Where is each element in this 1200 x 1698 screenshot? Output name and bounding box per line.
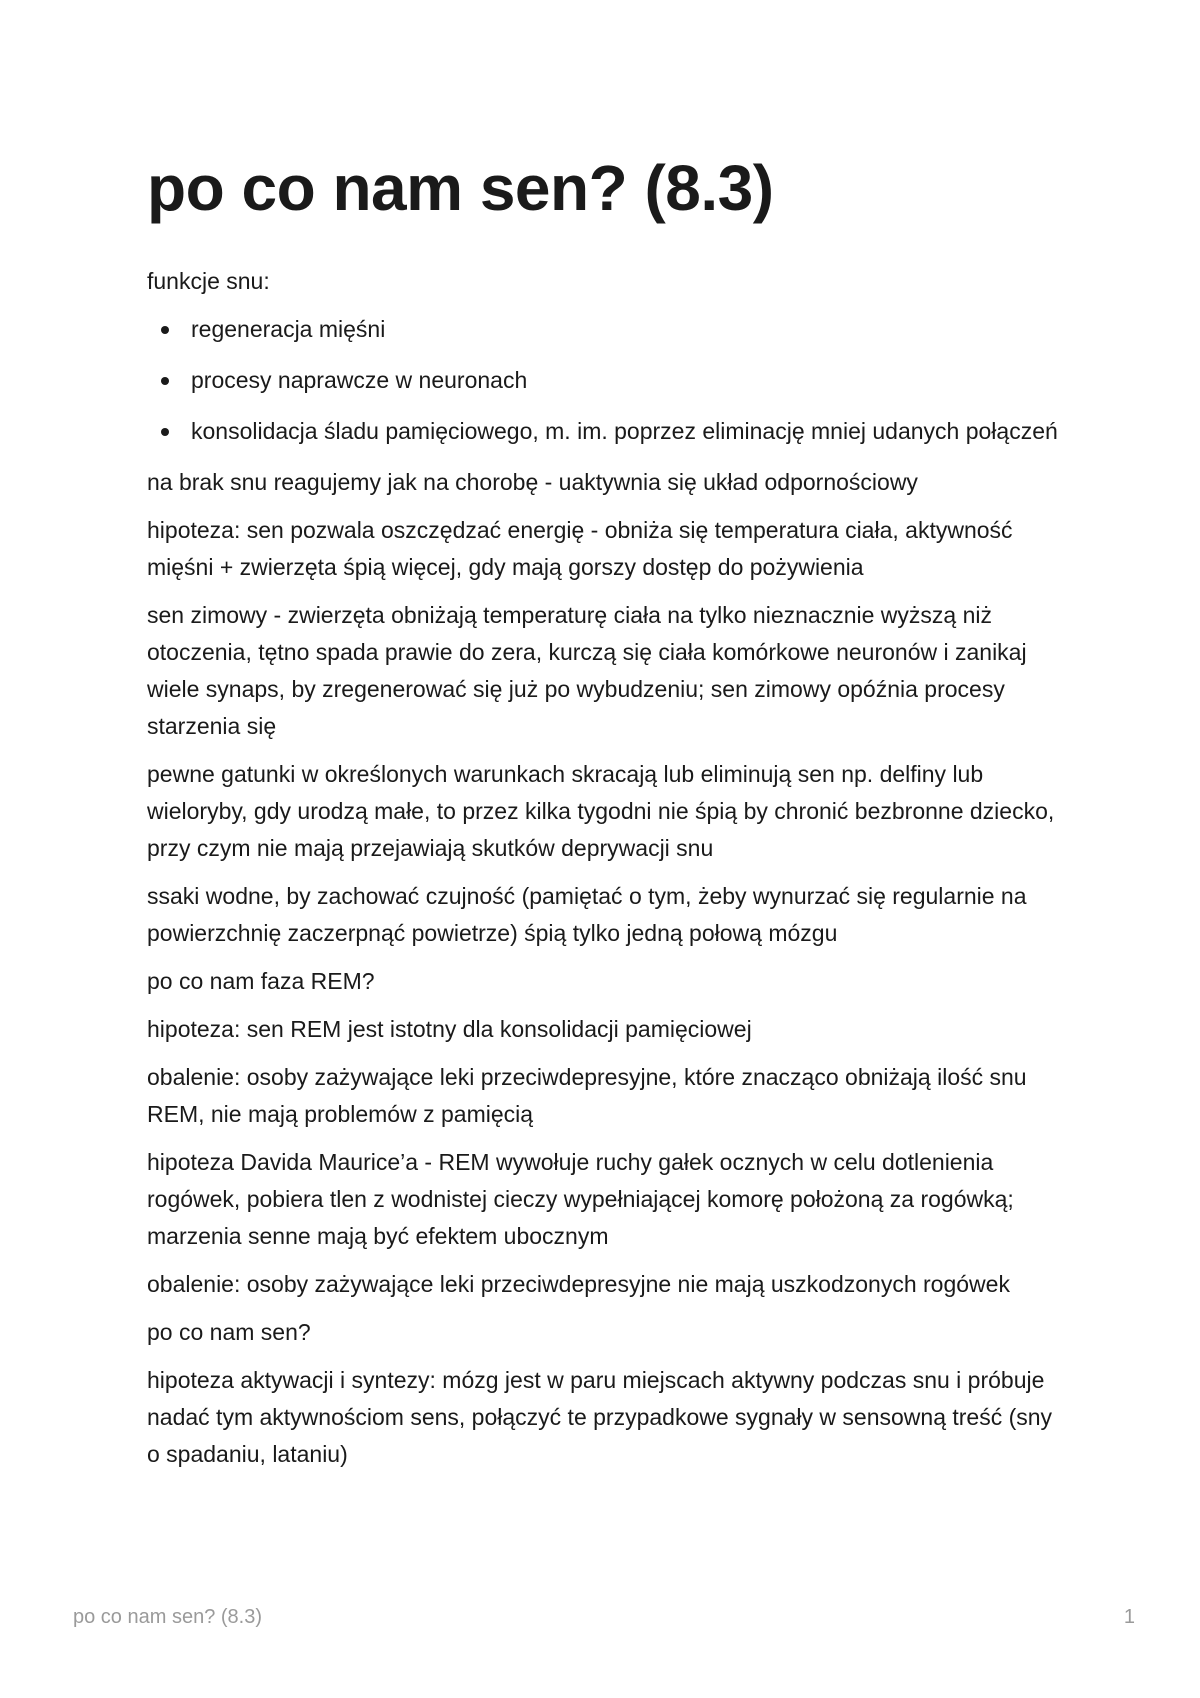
- sleep-functions-list: [147, 311, 1067, 450]
- paragraph: ssaki wodne, by zachować czujność (pamiętać o tym, żeby wynurzać się regularnie na powierzchnię zaczerpnąć powietrze) śpią tylko jedną połową mózgu: [147, 883, 1027, 946]
- intro-text: funkcje snu:: [147, 268, 270, 294]
- list-item: [191, 311, 1067, 348]
- paragraph: hipoteza Davida Maurice’a - REM wywołuje ruchy gałek ocznych w celu dotlenienia rogówek, pobiera tlen z wodnistej cieczy wypełniającej komorę położoną za rogówką; marzenia senne mają być efektem ubocznym: [147, 1149, 1014, 1249]
- list-item: [191, 413, 1067, 450]
- list-item-text: regeneracja mięśni: [191, 316, 386, 342]
- page-title: po co nam sen? (8.3): [147, 152, 774, 224]
- paragraph: hipoteza: sen pozwala oszczędzać energię - obniża się temperatura ciała, aktywność mięśni + zwierzęta śpią więcej, gdy mają gorszy dostęp do pożywienia: [147, 517, 1013, 580]
- bullet-icon: [161, 377, 169, 385]
- paragraph: hipoteza aktywacji i syntezy: mózg jest w paru miejscach aktywny podczas snu i próbuje nadać tym aktywnościom sens, połączyć te przypadkowe sygnały w sensowną treść (sny o spadaniu, lataniu): [147, 1367, 1053, 1467]
- bullet-icon: [161, 428, 169, 436]
- list-item: [191, 362, 1067, 399]
- document-body: [147, 263, 1067, 1484]
- paragraph: na brak snu reagujemy jak na chorobę - uaktywnia się układ odpornościowy: [147, 469, 918, 495]
- paragraph: obalenie: osoby zażywające leki przeciwdepresyjne, które znacząco obniżają ilość snu REM, nie mają problemów z pamięcią: [147, 1064, 1027, 1127]
- paragraph: po co nam sen?: [147, 1319, 311, 1345]
- list-item-text: procesy naprawcze w neuronach: [191, 367, 528, 393]
- footer-title: po co nam sen? (8.3): [73, 1606, 262, 1628]
- paragraph: po co nam faza REM?: [147, 968, 375, 994]
- list-item-text: konsolidacja śladu pamięciowego, m. im. poprzez eliminację mniej udanych połączeń: [191, 418, 1058, 444]
- paragraph: pewne gatunki w określonych warunkach skracają lub eliminują sen np. delfiny lub wieloryby, gdy urodzą małe, to przez kilka tygodni nie śpią by chronić bezbronne dziecko, przy czym nie mają przejawiają skutków deprywacji snu: [147, 761, 1055, 861]
- paragraph: sen zimowy - zwierzęta obniżają temperaturę ciała na tylko nieznacznie wyższą niż otoczenia, tętno spada prawie do zera, kurczą się ciała komórkowe neuronów i zanikaj wiele synaps, by zregenerować się już po wybudzeniu; sen zimowy opóźnia procesy starzenia się: [147, 602, 1027, 739]
- paragraph: obalenie: osoby zażywające leki przeciwdepresyjne nie mają uszkodzonych rogówek: [147, 1271, 1010, 1297]
- bullet-icon: [161, 326, 169, 334]
- paragraph: hipoteza: sen REM jest istotny dla konsolidacji pamięciowej: [147, 1016, 752, 1042]
- page-number: 1: [1123, 1606, 1135, 1628]
